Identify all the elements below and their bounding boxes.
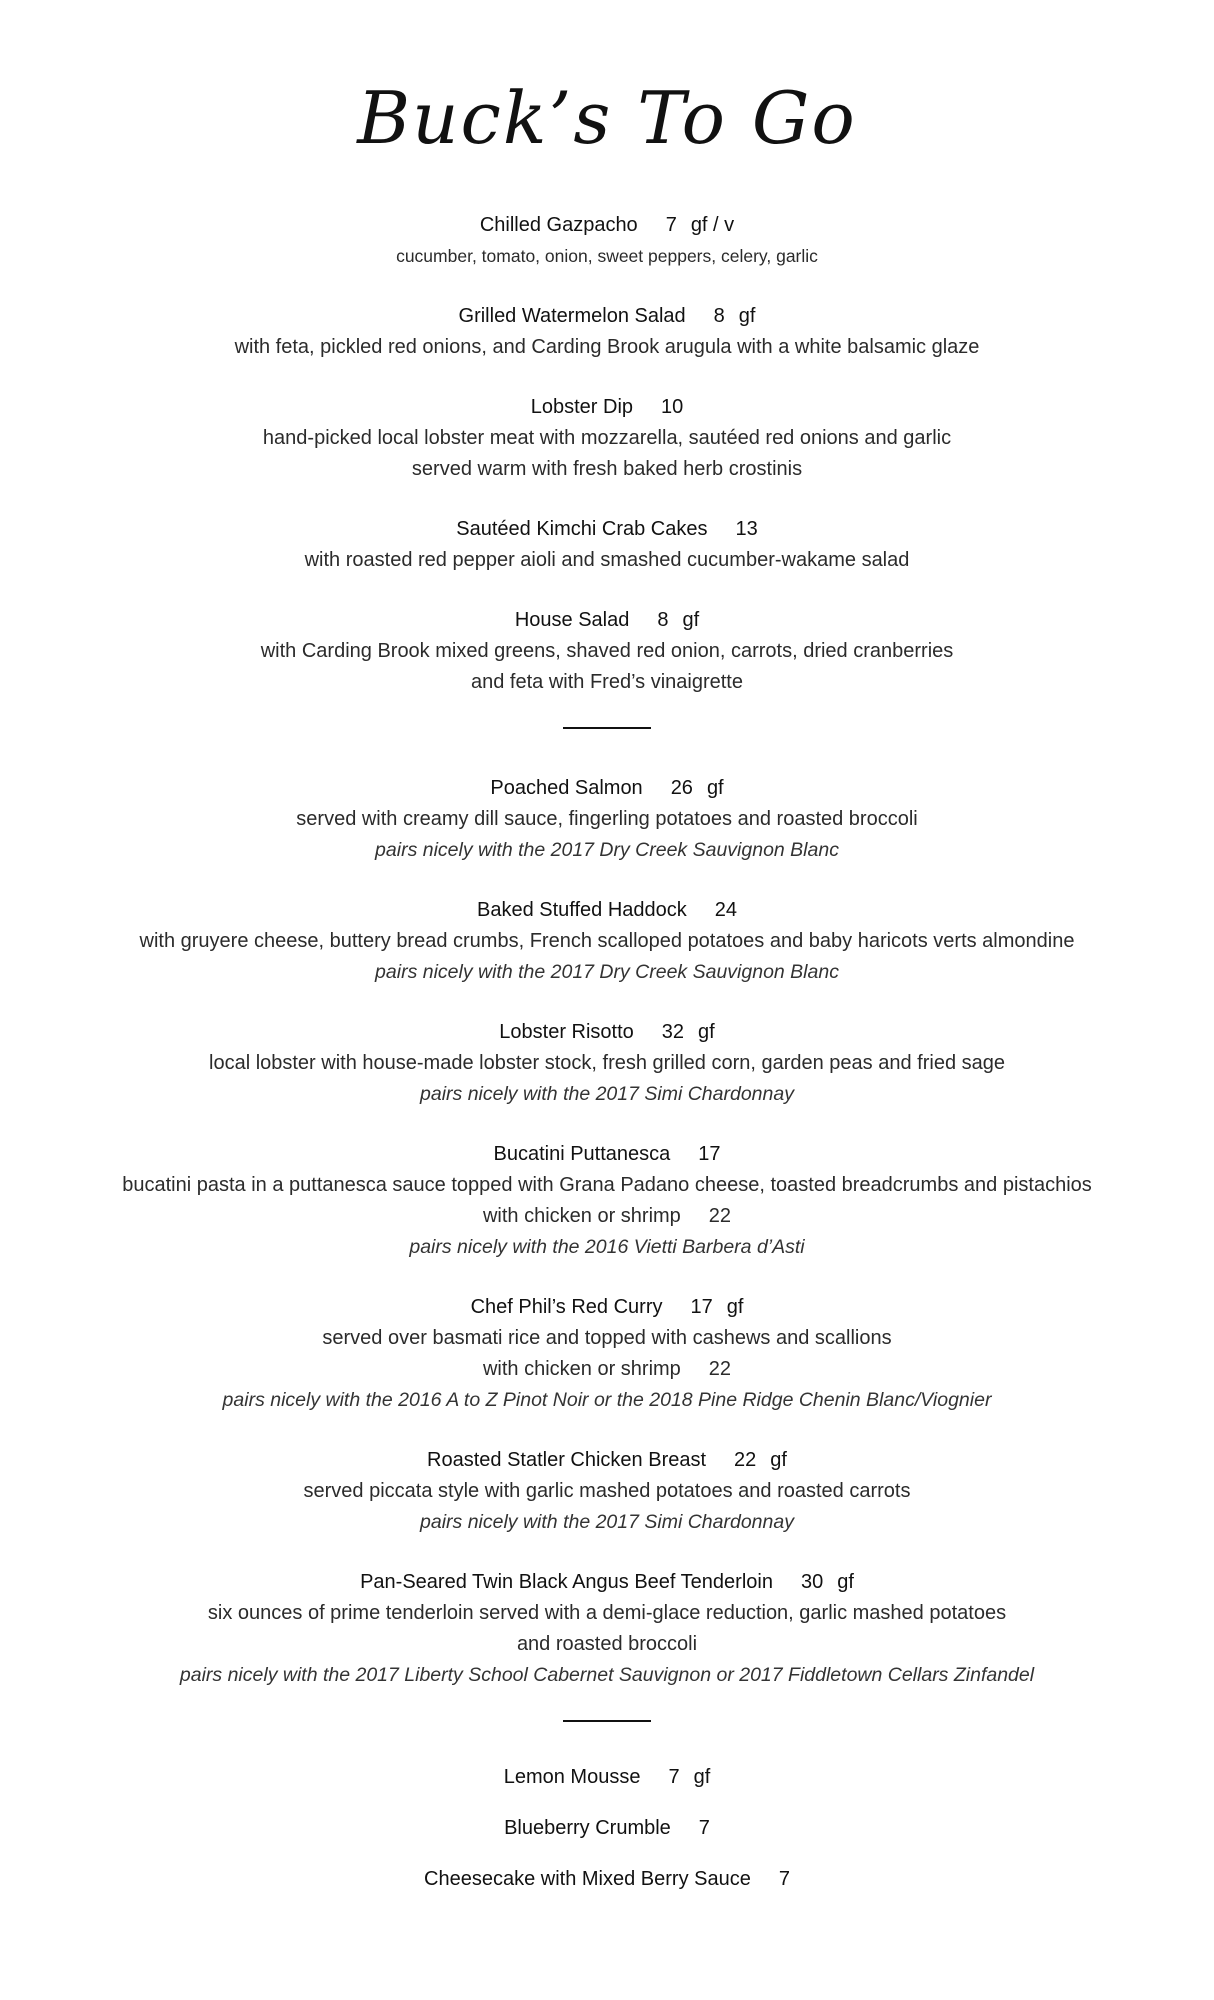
menu-item-option-price: 22 <box>708 1205 732 1227</box>
menu-item-price: 22 <box>734 1449 757 1471</box>
menu-item <box>0 514 1214 576</box>
menu-item-description: bucatini pasta in a puttanesca sauce topped with Grana Padano cheese, toasted breadcrumbs and pistachios <box>122 1174 1092 1196</box>
menu-item-price: 7 <box>698 1817 710 1839</box>
menu-item-description: and feta with Fred’s vinaigrette <box>470 671 743 693</box>
menu-item-tags: gf <box>738 305 756 327</box>
menu-item-name: Chilled Gazpacho <box>479 214 638 236</box>
menu-item-price: 13 <box>735 518 758 540</box>
menu-item-name-line <box>0 1445 1214 1476</box>
menu-item-name: Grilled Watermelon Salad <box>458 305 686 327</box>
menu-item-description: served over basmati rice and topped with cashews and scallions <box>322 1327 892 1349</box>
menu-item-tags: gf / v <box>690 214 735 236</box>
menu-item-name: House Salad <box>514 609 630 631</box>
menu-item <box>0 605 1214 698</box>
menu-item-name: Cheesecake with Mixed Berry Sauce <box>424 1868 751 1890</box>
menu-item-wine-pairing: pairs nicely with the 2016 A to Z Pinot Noir or the 2018 Pine Ridge Chenin Blanc/Viognier <box>222 1389 992 1411</box>
menu-item-tags: gf <box>837 1571 854 1593</box>
menu-item-name: Poached Salmon <box>490 777 643 799</box>
menu-item-name: Sautéed Kimchi Crab Cakes <box>456 518 708 540</box>
menu-item-name: Lobster Dip <box>530 396 634 418</box>
menu-item-name: Lemon Mousse <box>503 1766 641 1788</box>
menu-item-name: Chef Phil’s Red Curry <box>470 1296 663 1318</box>
menu-item-name-line <box>0 1864 1214 1895</box>
menu-item-description: cucumber, tomato, onion, sweet peppers, celery, garlic <box>396 246 818 266</box>
menu-item-name: Blueberry Crumble <box>504 1817 671 1839</box>
menu-item <box>0 1017 1214 1110</box>
section-divider <box>563 1720 651 1722</box>
menu-item-price: 26 <box>670 777 693 799</box>
menu-item-price: 8 <box>657 609 669 631</box>
menu-item-option-text: with chicken or shrimp <box>482 1205 681 1227</box>
menu-item-price: 17 <box>690 1296 713 1318</box>
entrees-section <box>0 773 1214 1691</box>
menu-item-name-line <box>0 605 1214 636</box>
menu-item-description: local lobster with house-made lobster stock, fresh grilled corn, garden peas and fried sage <box>209 1052 1005 1074</box>
menu-item-description: with Carding Brook mixed greens, shaved red onion, carrots, dried cranberries <box>260 640 954 662</box>
menu-item <box>0 1762 1214 1793</box>
menu-title: Buck’s To Go <box>357 76 857 160</box>
menu-item-tags: gf <box>770 1449 787 1471</box>
menu-item <box>0 773 1214 866</box>
menu-item-description: hand-picked local lobster meat with mozzarella, sautéed red onions and garlic <box>262 427 952 449</box>
menu-item-name-line <box>0 895 1214 926</box>
menu-item-name-line <box>0 392 1214 423</box>
menu-item-name: Roasted Statler Chicken Breast <box>427 1449 707 1471</box>
menu-item-name-line <box>0 514 1214 545</box>
menu-item-description: with roasted red pepper aioli and smashed cucumber-wakame salad <box>304 549 910 571</box>
menu-item-name: Bucatini Puttanesca <box>493 1143 671 1165</box>
menu-item-name-line <box>0 773 1214 804</box>
menu-item-description: and roasted broccoli <box>516 1633 698 1655</box>
menu-item-name: Baked Stuffed Haddock <box>476 899 687 921</box>
menu-item-name: Lobster Risotto <box>499 1021 634 1043</box>
menu-item-description: served warm with fresh baked herb crostinis <box>411 458 803 480</box>
menu-item-name-line <box>0 1762 1214 1793</box>
menu-item-wine-pairing: pairs nicely with the 2016 Vietti Barbera d’Asti <box>409 1236 805 1258</box>
menu-item-price: 17 <box>698 1143 721 1165</box>
menu-item-name-line <box>0 1017 1214 1048</box>
menu-item-name-line <box>0 1567 1214 1598</box>
menu-item-name-line <box>0 1813 1214 1844</box>
menu-list <box>0 210 1214 1915</box>
menu-item-option <box>0 1354 1214 1385</box>
menu-item-price: 7 <box>665 214 677 236</box>
menu-item-option-price: 22 <box>708 1358 732 1380</box>
menu-item-name-line <box>0 1139 1214 1170</box>
menu-item-name-line <box>0 210 1214 241</box>
menu-item-name-line <box>0 1292 1214 1323</box>
menu-item-tags: gf <box>698 1021 715 1043</box>
menu-item-tags: gf <box>706 777 724 799</box>
menu-item-price: 32 <box>661 1021 685 1043</box>
menu-item-wine-pairing: pairs nicely with the 2017 Dry Creek Sauvignon Blanc <box>375 839 839 861</box>
menu-item-option-text: with chicken or shrimp <box>482 1358 681 1380</box>
menu-item-description: with feta, pickled red onions, and Carding Brook arugula with a white balsamic glaze <box>234 336 980 358</box>
menu-item-price: 7 <box>778 1868 790 1890</box>
menu-item-description: served with creamy dill sauce, fingerling potatoes and roasted broccoli <box>296 808 918 830</box>
menu-item-option <box>0 1201 1214 1232</box>
menu-item-description: with gruyere cheese, buttery bread crumbs, French scalloped potatoes and baby haricots verts almondine <box>139 930 1075 952</box>
menu-item <box>0 210 1214 272</box>
menu-item-name-line <box>0 301 1214 332</box>
menu-item-wine-pairing: pairs nicely with the 2017 Dry Creek Sauvignon Blanc <box>375 961 839 983</box>
menu-item <box>0 1445 1214 1538</box>
menu-item-wine-pairing: pairs nicely with the 2017 Liberty School Cabernet Sauvignon or 2017 Fiddletown Cellars Zinfandel <box>179 1664 1035 1686</box>
menu-item-price: 24 <box>714 899 738 921</box>
starters-section <box>0 210 1214 698</box>
section-divider <box>563 727 651 729</box>
menu-item-wine-pairing: pairs nicely with the 2017 Simi Chardonnay <box>420 1083 794 1105</box>
menu-item-price: 7 <box>668 1766 680 1788</box>
menu-item-tags: gf <box>682 609 700 631</box>
menu-item-tags: gf <box>726 1296 744 1318</box>
menu-item <box>0 1813 1214 1844</box>
menu-item <box>0 1139 1214 1263</box>
desserts-section <box>0 1762 1214 1895</box>
menu-item-price: 10 <box>661 396 684 418</box>
menu-item-description: six ounces of prime tenderloin served with a demi-glace reduction, garlic mashed potatoes <box>207 1602 1007 1624</box>
menu-item <box>0 392 1214 485</box>
menu-item-description: served piccata style with garlic mashed potatoes and roasted carrots <box>303 1480 911 1502</box>
menu-item-price: 8 <box>713 305 725 327</box>
menu-item <box>0 1567 1214 1691</box>
menu-item <box>0 301 1214 363</box>
menu-item-wine-pairing: pairs nicely with the 2017 Simi Chardonnay <box>420 1511 794 1533</box>
menu-item <box>0 1864 1214 1895</box>
menu-item-tags: gf <box>693 1766 711 1788</box>
menu-item <box>0 895 1214 988</box>
menu-item-name: Pan-Seared Twin Black Angus Beef Tenderloin <box>360 1571 773 1593</box>
menu-item-price: 30 <box>800 1571 824 1593</box>
menu-item <box>0 1292 1214 1416</box>
